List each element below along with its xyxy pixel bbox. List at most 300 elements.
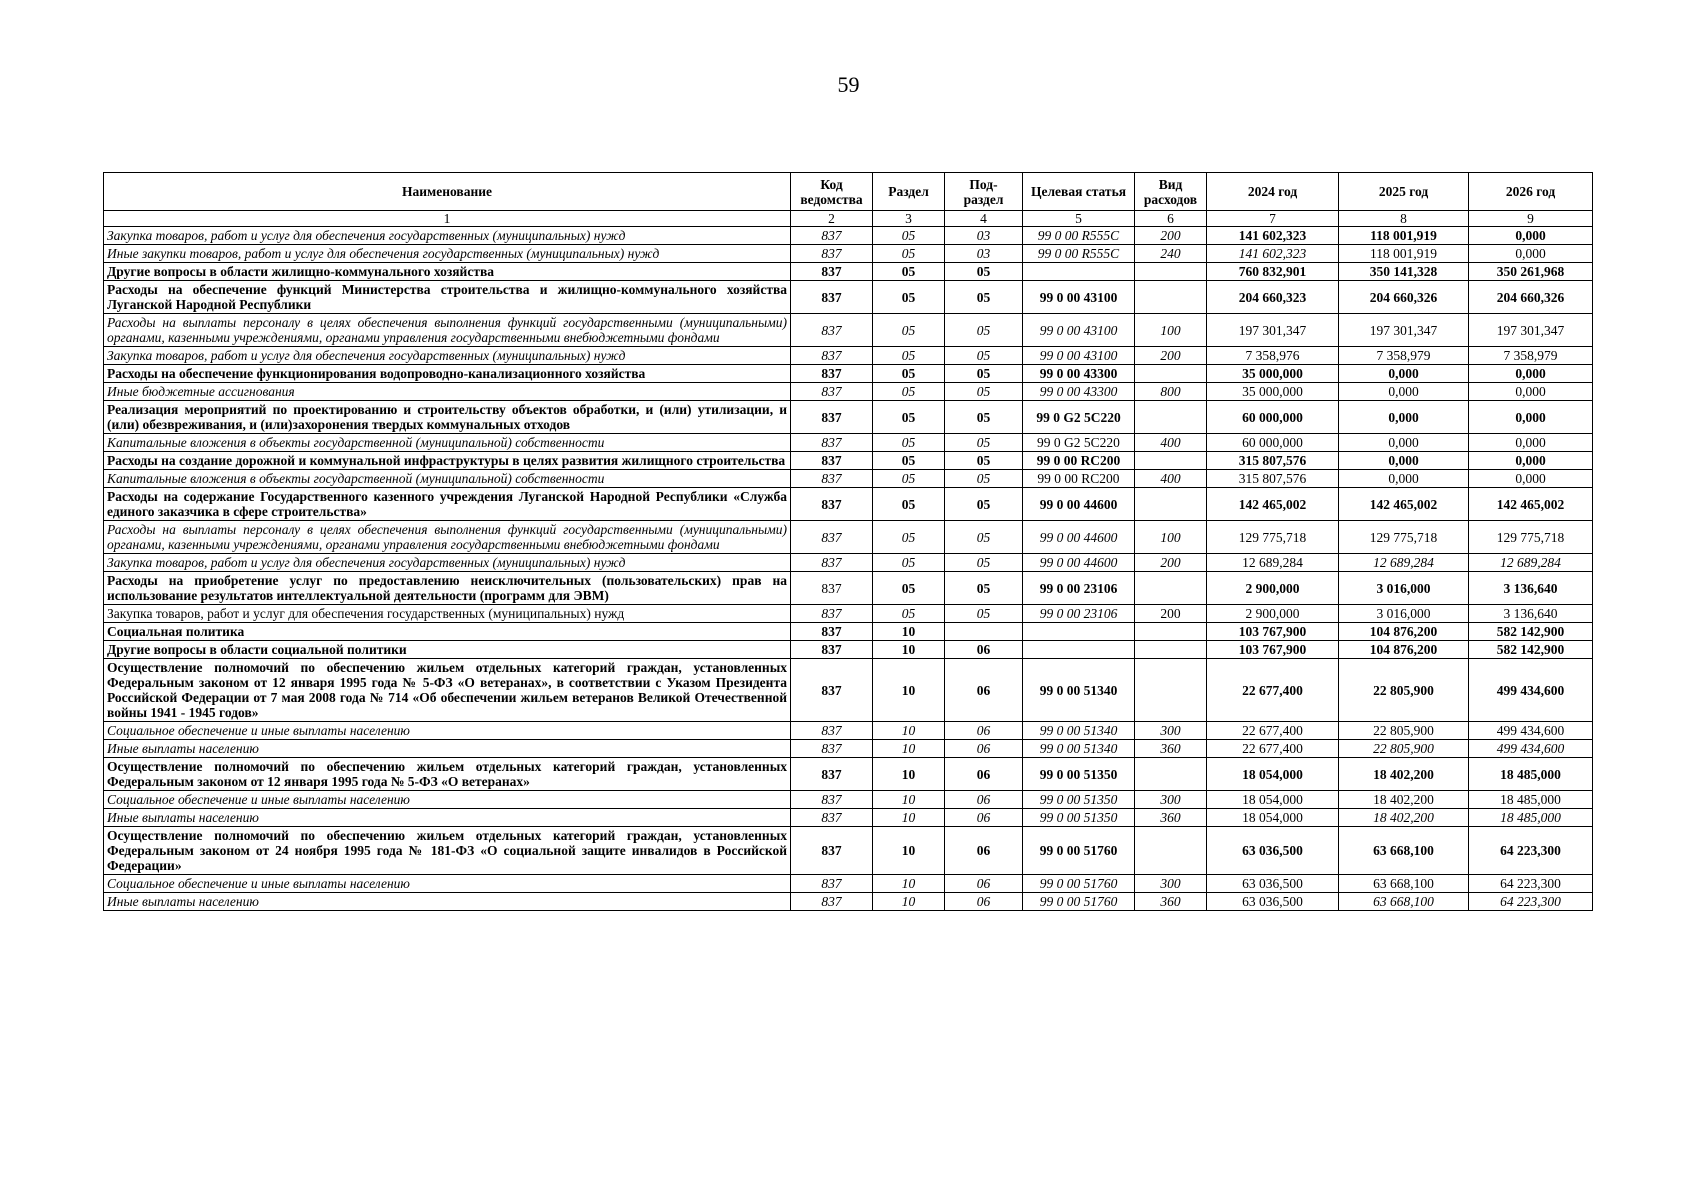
table-row xyxy=(104,452,1593,470)
amount-2025: 118 001,919 xyxy=(1339,245,1469,263)
target-article: 99 0 00 44600 xyxy=(1023,521,1135,554)
department-code: 837 xyxy=(791,875,873,893)
amount-2025: 0,000 xyxy=(1339,452,1469,470)
section-code: 05 xyxy=(873,227,945,245)
column-number: 9 xyxy=(1469,211,1593,227)
amount-2024: 141 602,323 xyxy=(1207,227,1339,245)
section-code: 10 xyxy=(873,758,945,791)
department-code: 837 xyxy=(791,893,873,911)
table-row xyxy=(104,227,1593,245)
amount-2025: 18 402,200 xyxy=(1339,758,1469,791)
amount-2024: 2 900,000 xyxy=(1207,605,1339,623)
department-code: 837 xyxy=(791,758,873,791)
table-row xyxy=(104,758,1593,791)
table-row xyxy=(104,623,1593,641)
amount-2026: 0,000 xyxy=(1469,470,1593,488)
subsection-code: 06 xyxy=(945,791,1023,809)
target-article: 99 0 00 43300 xyxy=(1023,383,1135,401)
column-number: 8 xyxy=(1339,211,1469,227)
column-number: 6 xyxy=(1135,211,1207,227)
section-code: 05 xyxy=(873,488,945,521)
table-row xyxy=(104,488,1593,521)
department-code: 837 xyxy=(791,245,873,263)
table-row xyxy=(104,641,1593,659)
amount-2026: 582 142,900 xyxy=(1469,641,1593,659)
subsection-code: 05 xyxy=(945,281,1023,314)
department-code: 837 xyxy=(791,605,873,623)
amount-2026: 64 223,300 xyxy=(1469,827,1593,875)
amount-2026: 3 136,640 xyxy=(1469,572,1593,605)
target-article: 99 0 00 51340 xyxy=(1023,740,1135,758)
amount-2024: 22 677,400 xyxy=(1207,722,1339,740)
section-code: 05 xyxy=(873,521,945,554)
row-name: Закупка товаров, работ и услуг для обеспечения государственных (муниципальных) нужд xyxy=(104,605,791,623)
target-article: 99 0 00 51760 xyxy=(1023,827,1135,875)
amount-2025: 18 402,200 xyxy=(1339,809,1469,827)
expense-type: 300 xyxy=(1135,791,1207,809)
header-expense-type: Вид расходов xyxy=(1135,173,1207,211)
header-year-2024: 2024 год xyxy=(1207,173,1339,211)
department-code: 837 xyxy=(791,791,873,809)
subsection-code: 05 xyxy=(945,605,1023,623)
row-name: Иные выплаты населению xyxy=(104,740,791,758)
row-name: Социальное обеспечение и иные выплаты населению xyxy=(104,875,791,893)
section-code: 10 xyxy=(873,809,945,827)
expense-type xyxy=(1135,623,1207,641)
amount-2025: 104 876,200 xyxy=(1339,623,1469,641)
header-section: Раздел xyxy=(873,173,945,211)
table-row xyxy=(104,893,1593,911)
amount-2024: 18 054,000 xyxy=(1207,809,1339,827)
row-name: Расходы на выплаты персоналу в целях обеспечения выполнения функций государственными (муниципальными) органами, казенными учреждениями, органами управления государственными внебюджетными фондами xyxy=(104,314,791,347)
row-name: Расходы на приобретение услуг по предоставлению неисключительных (пользовательских) прав на использование результатов интеллектуальной деятельности (программ для ЭВМ) xyxy=(104,572,791,605)
row-name: Закупка товаров, работ и услуг для обеспечения государственных (муниципальных) нужд xyxy=(104,227,791,245)
amount-2025: 63 668,100 xyxy=(1339,893,1469,911)
section-code: 05 xyxy=(873,365,945,383)
amount-2025: 3 016,000 xyxy=(1339,605,1469,623)
department-code: 837 xyxy=(791,641,873,659)
subsection-code: 05 xyxy=(945,365,1023,383)
expense-type: 100 xyxy=(1135,314,1207,347)
section-code: 05 xyxy=(873,263,945,281)
subsection-code: 06 xyxy=(945,722,1023,740)
amount-2024: 315 807,576 xyxy=(1207,452,1339,470)
target-article xyxy=(1023,623,1135,641)
amount-2024: 2 900,000 xyxy=(1207,572,1339,605)
amount-2024: 7 358,976 xyxy=(1207,347,1339,365)
subsection-code: 03 xyxy=(945,245,1023,263)
amount-2026: 0,000 xyxy=(1469,365,1593,383)
amount-2025: 118 001,919 xyxy=(1339,227,1469,245)
table-row xyxy=(104,809,1593,827)
target-article: 99 0 00 51350 xyxy=(1023,809,1135,827)
department-code: 837 xyxy=(791,488,873,521)
amount-2024: 22 677,400 xyxy=(1207,740,1339,758)
expense-type xyxy=(1135,365,1207,383)
target-article: 99 0 00 43300 xyxy=(1023,365,1135,383)
amount-2024: 63 036,500 xyxy=(1207,827,1339,875)
amount-2024: 22 677,400 xyxy=(1207,659,1339,722)
target-article: 99 0 00 23106 xyxy=(1023,572,1135,605)
department-code: 837 xyxy=(791,365,873,383)
amount-2024: 315 807,576 xyxy=(1207,470,1339,488)
amount-2024: 204 660,323 xyxy=(1207,281,1339,314)
amount-2026: 499 434,600 xyxy=(1469,722,1593,740)
row-name: Закупка товаров, работ и услуг для обеспечения государственных (муниципальных) нужд xyxy=(104,554,791,572)
table-row xyxy=(104,554,1593,572)
department-code: 837 xyxy=(791,554,873,572)
amount-2026: 3 136,640 xyxy=(1469,605,1593,623)
column-number: 5 xyxy=(1023,211,1135,227)
amount-2024: 35 000,000 xyxy=(1207,383,1339,401)
target-article: 99 0 00 R555C xyxy=(1023,245,1135,263)
table-row xyxy=(104,281,1593,314)
amount-2024: 18 054,000 xyxy=(1207,791,1339,809)
amount-2024: 197 301,347 xyxy=(1207,314,1339,347)
expense-type xyxy=(1135,263,1207,281)
header-year-2026: 2026 год xyxy=(1469,173,1593,211)
table-row xyxy=(104,383,1593,401)
amount-2026: 142 465,002 xyxy=(1469,488,1593,521)
amount-2025: 63 668,100 xyxy=(1339,827,1469,875)
target-article: 99 0 00 51350 xyxy=(1023,791,1135,809)
amount-2024: 103 767,900 xyxy=(1207,623,1339,641)
expense-type: 200 xyxy=(1135,227,1207,245)
table-row xyxy=(104,740,1593,758)
amount-2024: 18 054,000 xyxy=(1207,758,1339,791)
amount-2025: 104 876,200 xyxy=(1339,641,1469,659)
amount-2025: 197 301,347 xyxy=(1339,314,1469,347)
amount-2025: 0,000 xyxy=(1339,365,1469,383)
amount-2026: 0,000 xyxy=(1469,227,1593,245)
amount-2025: 0,000 xyxy=(1339,383,1469,401)
target-article xyxy=(1023,641,1135,659)
amount-2024: 103 767,900 xyxy=(1207,641,1339,659)
row-name: Расходы на содержание Государственного казенного учреждения Луганской Народной Республики «Служба единого заказчика в сфере строительства» xyxy=(104,488,791,521)
row-name: Капитальные вложения в объекты государственной (муниципальной) собственности xyxy=(104,470,791,488)
row-name: Осуществление полномочий по обеспечению жильем отдельных категорий граждан, установленных Федеральным законом от 12 января 1995 года № 5-ФЗ «О ветеранах», в соответствии с Указом Президента Российской Федерации от 7 мая 2008 года № 714 «Об обеспечении жильем ветеранов Великой Отечественной войны 1941 - 1945 годов» xyxy=(104,659,791,722)
subsection-code: 05 xyxy=(945,314,1023,347)
amount-2026: 129 775,718 xyxy=(1469,521,1593,554)
amount-2024: 60 000,000 xyxy=(1207,401,1339,434)
section-code: 10 xyxy=(873,623,945,641)
amount-2025: 22 805,900 xyxy=(1339,659,1469,722)
row-name: Социальное обеспечение и иные выплаты населению xyxy=(104,791,791,809)
table-row xyxy=(104,827,1593,875)
department-code: 837 xyxy=(791,521,873,554)
department-code: 837 xyxy=(791,470,873,488)
section-code: 10 xyxy=(873,791,945,809)
target-article: 99 0 00 51350 xyxy=(1023,758,1135,791)
amount-2024: 129 775,718 xyxy=(1207,521,1339,554)
department-code: 837 xyxy=(791,227,873,245)
target-article: 99 0 00 51340 xyxy=(1023,722,1135,740)
row-name: Иные закупки товаров, работ и услуг для обеспечения государственных (муниципальных) нужд xyxy=(104,245,791,263)
amount-2026: 0,000 xyxy=(1469,383,1593,401)
amount-2026: 18 485,000 xyxy=(1469,809,1593,827)
subsection-code: 06 xyxy=(945,740,1023,758)
section-code: 05 xyxy=(873,554,945,572)
amount-2025: 18 402,200 xyxy=(1339,791,1469,809)
table-row xyxy=(104,605,1593,623)
amount-2024: 35 000,000 xyxy=(1207,365,1339,383)
table-row xyxy=(104,314,1593,347)
subsection-code: 03 xyxy=(945,227,1023,245)
header-department-code: Код ведомства xyxy=(791,173,873,211)
department-code: 837 xyxy=(791,314,873,347)
section-code: 10 xyxy=(873,893,945,911)
amount-2025: 0,000 xyxy=(1339,470,1469,488)
amount-2026: 0,000 xyxy=(1469,401,1593,434)
subsection-code xyxy=(945,623,1023,641)
subsection-code: 06 xyxy=(945,641,1023,659)
target-article: 99 0 00 43100 xyxy=(1023,314,1135,347)
target-article: 99 0 00 51340 xyxy=(1023,659,1135,722)
amount-2026: 7 358,979 xyxy=(1469,347,1593,365)
budget-table xyxy=(103,172,1593,911)
table-row xyxy=(104,875,1593,893)
row-name: Социальное обеспечение и иные выплаты населению xyxy=(104,722,791,740)
amount-2025: 12 689,284 xyxy=(1339,554,1469,572)
row-name: Реализация мероприятий по проектированию и строительству объектов обработки, и (или) утилизации, и (или) обезвреживания, и (или)захоронения твердых коммунальных отходов xyxy=(104,401,791,434)
amount-2025: 7 358,979 xyxy=(1339,347,1469,365)
amount-2026: 0,000 xyxy=(1469,434,1593,452)
expense-type: 400 xyxy=(1135,470,1207,488)
target-article: 99 0 00 51760 xyxy=(1023,893,1135,911)
row-name: Иные выплаты населению xyxy=(104,809,791,827)
table-body xyxy=(104,227,1593,911)
amount-2025: 22 805,900 xyxy=(1339,722,1469,740)
amount-2024: 12 689,284 xyxy=(1207,554,1339,572)
row-name: Расходы на создание дорожной и коммунальной инфраструктуры в целях развития жилищного строительства xyxy=(104,452,791,470)
header-target-article: Целевая статья xyxy=(1023,173,1135,211)
table-row xyxy=(104,659,1593,722)
column-number: 2 xyxy=(791,211,873,227)
amount-2025: 129 775,718 xyxy=(1339,521,1469,554)
table-row xyxy=(104,470,1593,488)
amount-2026: 350 261,968 xyxy=(1469,263,1593,281)
target-article: 99 0 00 R555C xyxy=(1023,227,1135,245)
expense-type: 240 xyxy=(1135,245,1207,263)
expense-type xyxy=(1135,572,1207,605)
row-name: Капитальные вложения в объекты государственной (муниципальной) собственности xyxy=(104,434,791,452)
department-code: 837 xyxy=(791,623,873,641)
expense-type xyxy=(1135,401,1207,434)
department-code: 837 xyxy=(791,383,873,401)
amount-2026: 64 223,300 xyxy=(1469,893,1593,911)
column-number: 1 xyxy=(104,211,791,227)
amount-2025: 142 465,002 xyxy=(1339,488,1469,521)
header-row xyxy=(104,173,1593,211)
amount-2024: 63 036,500 xyxy=(1207,875,1339,893)
column-number-row xyxy=(104,211,1593,227)
section-code: 05 xyxy=(873,605,945,623)
amount-2026: 0,000 xyxy=(1469,245,1593,263)
expense-type: 400 xyxy=(1135,434,1207,452)
row-name: Расходы на обеспечение функций Министерства строительства и жилищно-коммунального хозяйства Луганской Народной Республики xyxy=(104,281,791,314)
subsection-code: 05 xyxy=(945,383,1023,401)
target-article: 99 0 00 23106 xyxy=(1023,605,1135,623)
subsection-code: 05 xyxy=(945,488,1023,521)
table-row xyxy=(104,245,1593,263)
expense-type xyxy=(1135,452,1207,470)
subsection-code: 05 xyxy=(945,521,1023,554)
table-row xyxy=(104,434,1593,452)
amount-2026: 12 689,284 xyxy=(1469,554,1593,572)
target-article: 99 0 00 RC200 xyxy=(1023,452,1135,470)
row-name: Социальная политика xyxy=(104,623,791,641)
subsection-code: 05 xyxy=(945,263,1023,281)
target-article: 99 0 00 51760 xyxy=(1023,875,1135,893)
amount-2024: 142 465,002 xyxy=(1207,488,1339,521)
expense-type xyxy=(1135,641,1207,659)
amount-2025: 0,000 xyxy=(1339,401,1469,434)
header-year-2025: 2025 год xyxy=(1339,173,1469,211)
department-code: 837 xyxy=(791,263,873,281)
amount-2024: 760 832,901 xyxy=(1207,263,1339,281)
amount-2024: 60 000,000 xyxy=(1207,434,1339,452)
section-code: 05 xyxy=(873,401,945,434)
section-code: 05 xyxy=(873,281,945,314)
section-code: 05 xyxy=(873,383,945,401)
section-code: 10 xyxy=(873,827,945,875)
section-code: 10 xyxy=(873,722,945,740)
row-name: Другие вопросы в области социальной политики xyxy=(104,641,791,659)
amount-2024: 141 602,323 xyxy=(1207,245,1339,263)
expense-type: 800 xyxy=(1135,383,1207,401)
section-code: 10 xyxy=(873,659,945,722)
row-name: Иные выплаты населению xyxy=(104,893,791,911)
column-number: 4 xyxy=(945,211,1023,227)
subsection-code: 06 xyxy=(945,827,1023,875)
target-article: 99 0 00 43100 xyxy=(1023,347,1135,365)
amount-2025: 22 805,900 xyxy=(1339,740,1469,758)
table-row xyxy=(104,791,1593,809)
subsection-code: 05 xyxy=(945,572,1023,605)
amount-2026: 204 660,326 xyxy=(1469,281,1593,314)
department-code: 837 xyxy=(791,722,873,740)
section-code: 05 xyxy=(873,314,945,347)
amount-2025: 204 660,326 xyxy=(1339,281,1469,314)
subsection-code: 06 xyxy=(945,659,1023,722)
department-code: 837 xyxy=(791,452,873,470)
subsection-code: 05 xyxy=(945,554,1023,572)
subsection-code: 05 xyxy=(945,401,1023,434)
subsection-code: 05 xyxy=(945,434,1023,452)
target-article: 99 0 G2 5C220 xyxy=(1023,401,1135,434)
expense-type: 300 xyxy=(1135,875,1207,893)
table-row xyxy=(104,347,1593,365)
subsection-code: 06 xyxy=(945,809,1023,827)
section-code: 10 xyxy=(873,740,945,758)
department-code: 837 xyxy=(791,401,873,434)
row-name: Закупка товаров, работ и услуг для обеспечения государственных (муниципальных) нужд xyxy=(104,347,791,365)
subsection-code: 06 xyxy=(945,758,1023,791)
target-article: 99 0 00 43100 xyxy=(1023,281,1135,314)
target-article: 99 0 G2 5C220 xyxy=(1023,434,1135,452)
header-name: Наименование xyxy=(104,173,791,211)
department-code: 837 xyxy=(791,434,873,452)
expense-type xyxy=(1135,758,1207,791)
section-code: 05 xyxy=(873,347,945,365)
table-row xyxy=(104,521,1593,554)
amount-2025: 0,000 xyxy=(1339,434,1469,452)
section-code: 05 xyxy=(873,572,945,605)
amount-2025: 63 668,100 xyxy=(1339,875,1469,893)
expense-type: 100 xyxy=(1135,521,1207,554)
header-subsection: Под- раздел xyxy=(945,173,1023,211)
section-code: 05 xyxy=(873,452,945,470)
expense-type: 360 xyxy=(1135,809,1207,827)
table-row xyxy=(104,263,1593,281)
section-code: 05 xyxy=(873,470,945,488)
department-code: 837 xyxy=(791,659,873,722)
expense-type: 300 xyxy=(1135,722,1207,740)
amount-2026: 64 223,300 xyxy=(1469,875,1593,893)
expense-type xyxy=(1135,281,1207,314)
amount-2026: 582 142,900 xyxy=(1469,623,1593,641)
row-name: Иные бюджетные ассигнования xyxy=(104,383,791,401)
expense-type: 200 xyxy=(1135,347,1207,365)
department-code: 837 xyxy=(791,740,873,758)
amount-2025: 350 141,328 xyxy=(1339,263,1469,281)
target-article: 99 0 00 44600 xyxy=(1023,554,1135,572)
page-number: 59 xyxy=(837,72,860,97)
amount-2026: 18 485,000 xyxy=(1469,791,1593,809)
subsection-code: 05 xyxy=(945,347,1023,365)
expense-type: 360 xyxy=(1135,893,1207,911)
target-article xyxy=(1023,263,1135,281)
department-code: 837 xyxy=(791,281,873,314)
target-article: 99 0 00 44600 xyxy=(1023,488,1135,521)
row-name: Расходы на обеспечение функционирования водопроводно-канализационного хозяйства xyxy=(104,365,791,383)
subsection-code: 05 xyxy=(945,470,1023,488)
row-name: Другие вопросы в области жилищно-коммунального хозяйства xyxy=(104,263,791,281)
subsection-code: 06 xyxy=(945,893,1023,911)
expense-type: 200 xyxy=(1135,605,1207,623)
department-code: 837 xyxy=(791,572,873,605)
table-row xyxy=(104,572,1593,605)
column-number: 3 xyxy=(873,211,945,227)
target-article: 99 0 00 RC200 xyxy=(1023,470,1135,488)
section-code: 10 xyxy=(873,875,945,893)
department-code: 837 xyxy=(791,809,873,827)
department-code: 837 xyxy=(791,347,873,365)
expense-type xyxy=(1135,659,1207,722)
section-code: 05 xyxy=(873,434,945,452)
row-name: Осуществление полномочий по обеспечению жильем отдельных категорий граждан, установленных Федеральным законом от 24 ноября 1995 года № 181-ФЗ «О социальной защите инвалидов в Российской Федерации» xyxy=(104,827,791,875)
expense-type: 360 xyxy=(1135,740,1207,758)
row-name: Расходы на выплаты персоналу в целях обеспечения выполнения функций государственными (муниципальными) органами, казенными учреждениями, органами управления государственными внебюджетными фондами xyxy=(104,521,791,554)
expense-type: 200 xyxy=(1135,554,1207,572)
amount-2026: 0,000 xyxy=(1469,452,1593,470)
table-row xyxy=(104,722,1593,740)
department-code: 837 xyxy=(791,827,873,875)
table-row xyxy=(104,401,1593,434)
section-code: 10 xyxy=(873,641,945,659)
table-row xyxy=(104,365,1593,383)
expense-type xyxy=(1135,827,1207,875)
subsection-code: 06 xyxy=(945,875,1023,893)
subsection-code: 05 xyxy=(945,452,1023,470)
row-name: Осуществление полномочий по обеспечению жильем отдельных категорий граждан, установленных Федеральным законом от 12 января 1995 года № 5-ФЗ «О ветеранах» xyxy=(104,758,791,791)
section-code: 05 xyxy=(873,245,945,263)
column-number: 7 xyxy=(1207,211,1339,227)
amount-2026: 18 485,000 xyxy=(1469,758,1593,791)
amount-2026: 499 434,600 xyxy=(1469,740,1593,758)
amount-2026: 499 434,600 xyxy=(1469,659,1593,722)
amount-2025: 3 016,000 xyxy=(1339,572,1469,605)
